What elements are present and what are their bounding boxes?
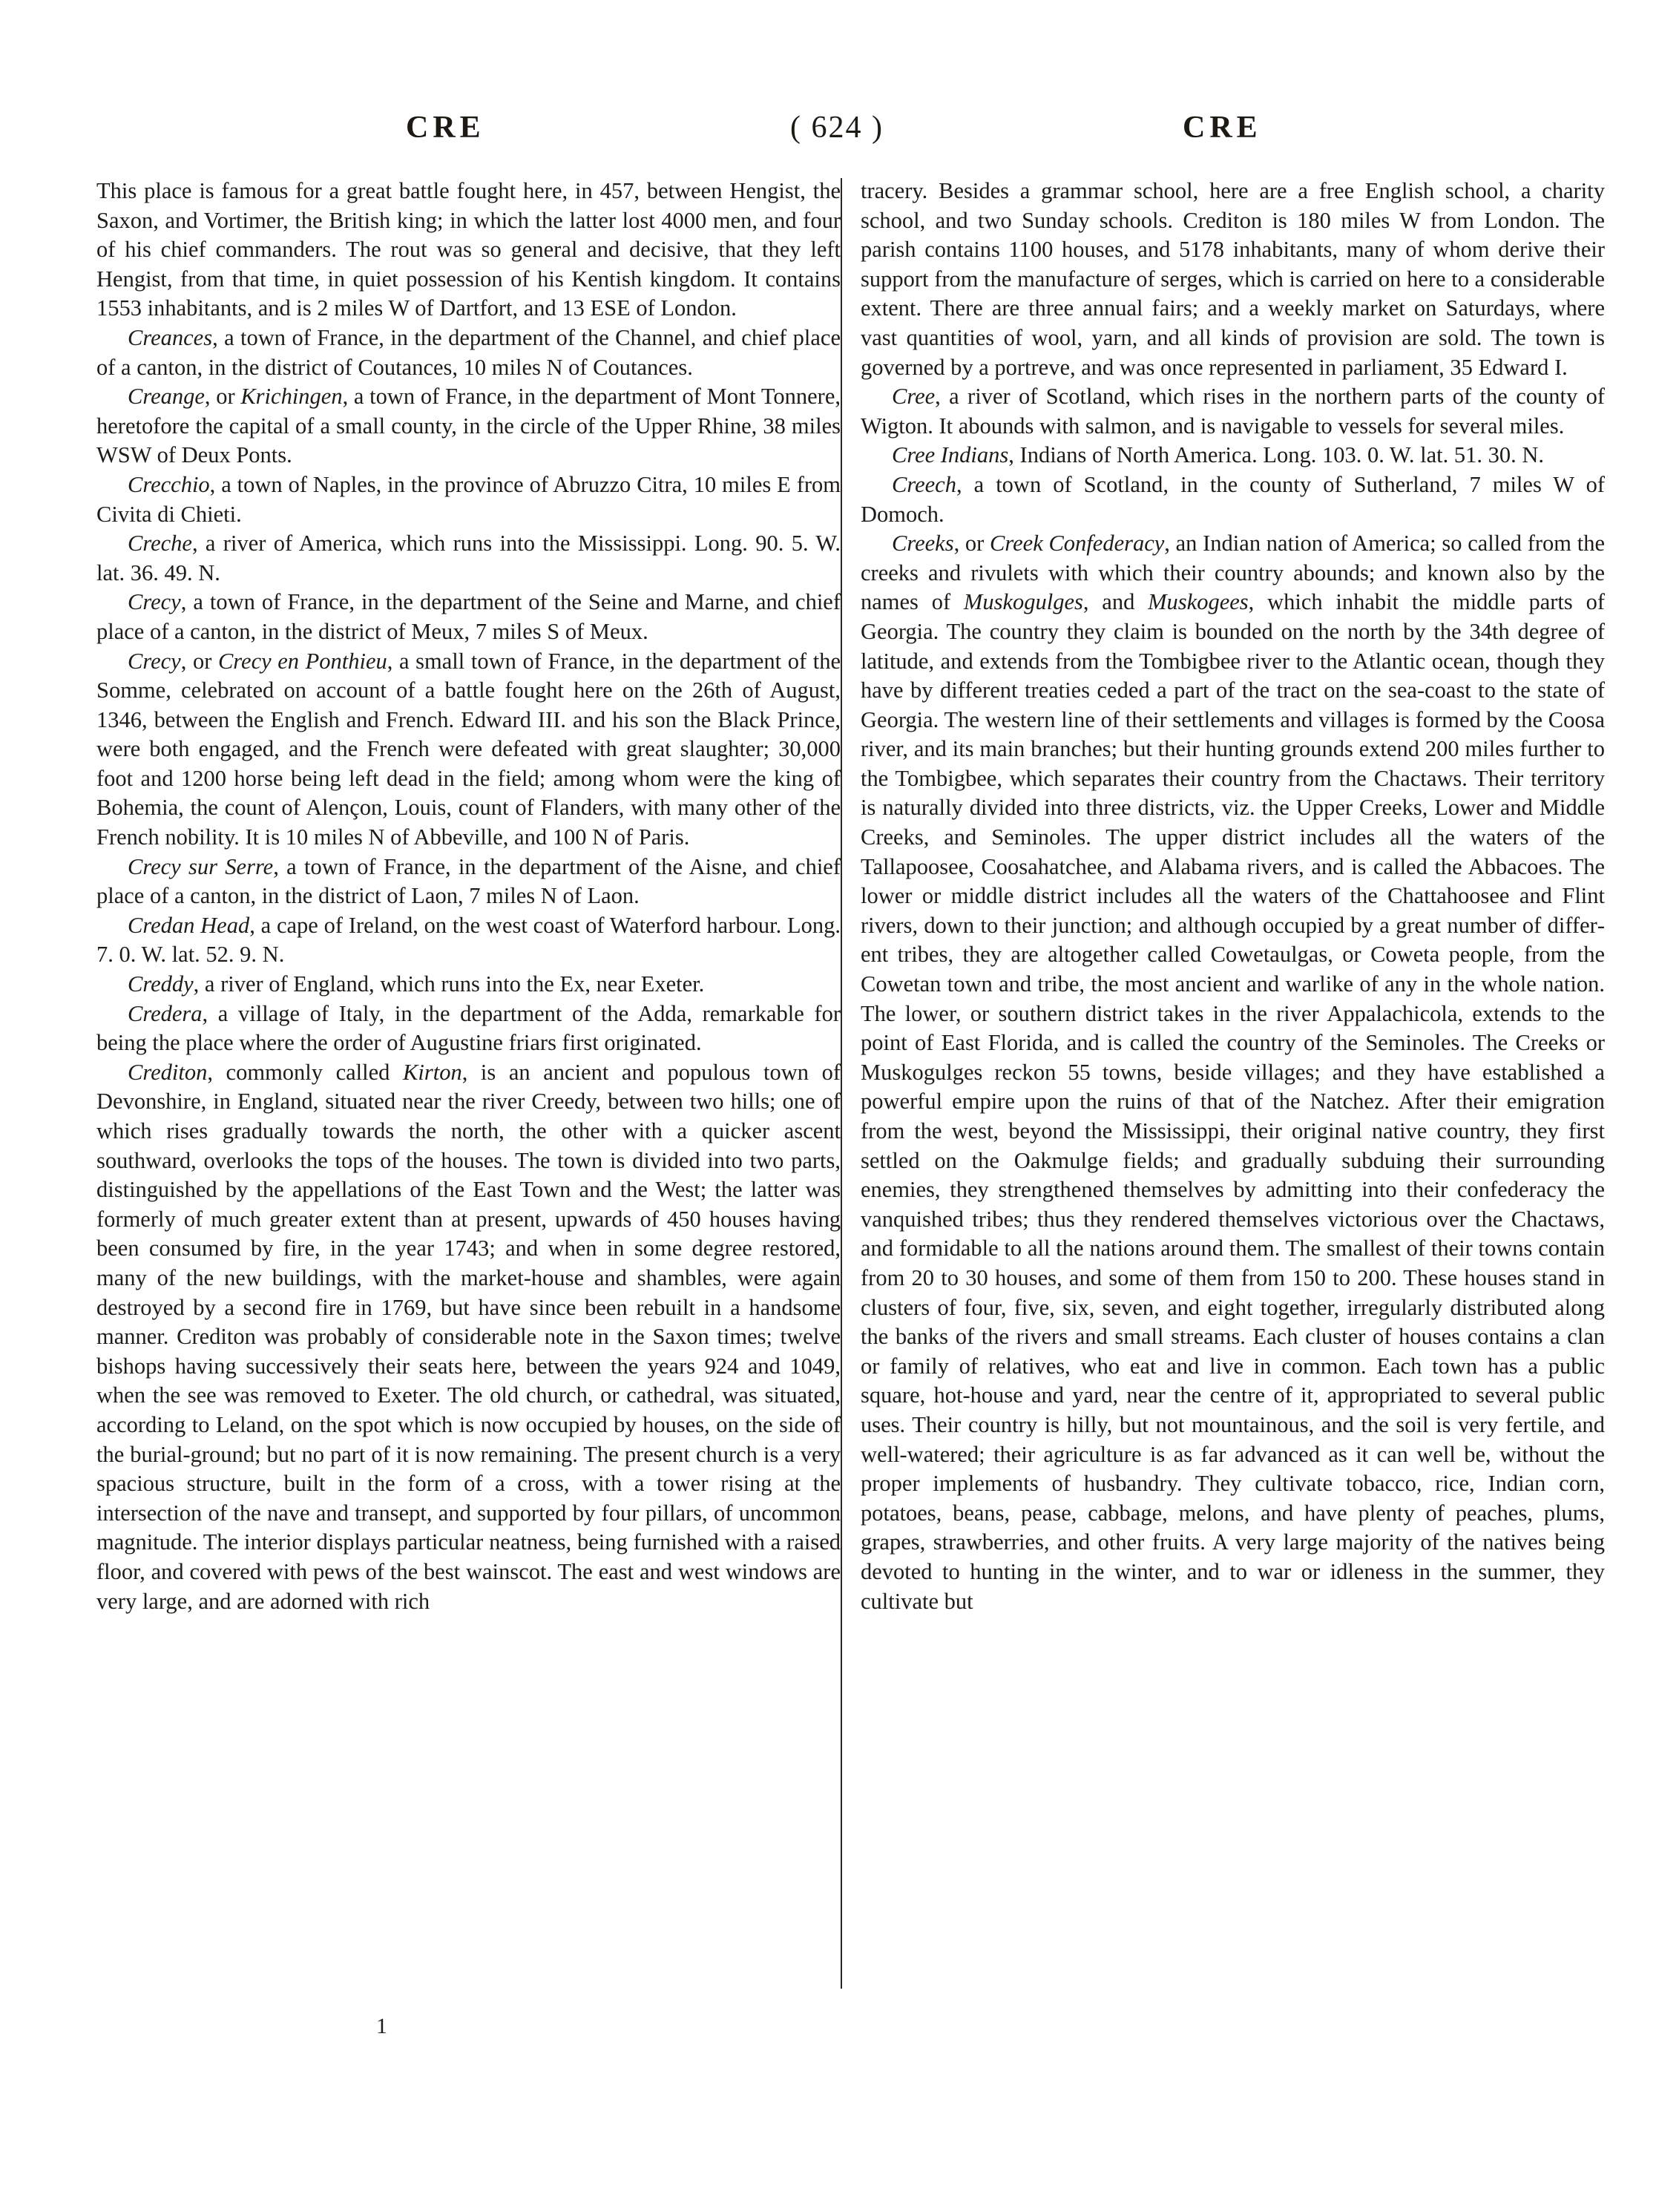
running-header (0, 110, 1679, 154)
entry-headword: Credan Head (128, 912, 250, 938)
entry-headword: Crediton (128, 1059, 208, 1085)
gazetteer-entry (96, 382, 841, 470)
entry-text: This place is famous for a great battle fought here, in 457, between Hengist, the Saxon, and Vortimer, the British king; in which the latter lost 4000 men, and four of his chief commanders. The rout was so general and decisive, that they left Hengist, from that time, in quiet possession of his Kentish kingdom. It contains 1553 inhabitants, and is 2 miles W of Dartfort, and 13 ESE of London. (96, 178, 841, 321)
entry-text: , or (180, 648, 218, 674)
entry-text: , Indians of North America. Long. 103. 0. W. lat. 51. 30. N. (1008, 442, 1545, 468)
gazetteer-entry (96, 970, 841, 1000)
page-number: ( 624 ) (790, 111, 884, 145)
entry-text: , a town of Naples, in the province of Abruzzo Citra, 10 miles E from Civita di Chieti. (96, 471, 841, 527)
entry-text: , is an ancient and populous town of Devonshire, in England, situated near the river Creedy, between two hills; one of which rises gradually towards the north, the other with a quicker ascent southward, overlooks the tops of the houses. The town is divided into two parts, distinguished by the appellations of the East Town and the West; the latter was formerly of much greater extent than at present, upwards of 450 houses having been consumed by fire, in the year 1743; and when in some degree restored, many of the new buildings, with the market-house and shambles, were again destroyed by a second fire in 1769, but have since been rebuilt in a handsome manner. Crediton was probably of considerable note in the Saxon times; twelve bishops having successively their seats here, between the years 924 and 1049, when the see was removed to Exeter. The old church, or cathedral, was situated, according to Leland, on the spot which is now occupied by houses, on the side of the burial-ground; but no part of it is now remaining. The present church is a very spacious structure, built in the form of a cross, with a tower rising at the intersection of the nave and transept, and supported by four pillars, of uncommon magnitude. The interior displays particular neatness, being furnished with a raised floor, and covered with pews of the best wainscot. The east and west windows are very large, and are adorned with rich (96, 1059, 841, 1614)
entry-headword: Crecy (128, 589, 181, 615)
entry-text: , a small town of France, in the department of the Somme, celebrated on account of a battle fought here on the 26th of August, 1346, between the English and French. Edward III. and his son the Black Prince, were both engaged, and the French were defeated with great slaughter; 30,000 foot and 1200 horse being left dead in the field; among whom were the king of Bohemia, the count of Alençon, Louis, count of Flanders, with many other of the French nobility. It is 10 miles N of Abbeville, and 100 N of Paris. (96, 648, 841, 850)
entry-text: , a river of England, which runs into the Ex, near Exeter. (193, 971, 705, 997)
entry-text: , a river of Scotland, which rises in the northern parts of the county of Wigton. It abounds with salmon, and is navigable to vessels for several miles. (861, 384, 1605, 439)
entry-headword: Creange (128, 384, 205, 410)
entry-headword: Muskogulges (963, 589, 1083, 615)
entry-headword: Creances (128, 324, 213, 350)
right-column (861, 177, 1605, 1616)
gazetteer-entry (96, 853, 841, 911)
entry-headword: Krichingen (240, 384, 343, 410)
entry-text: tracery. Besides a grammar school, here are a free English school, a charity school, and two Sunday schools. Crediton is 180 miles W from London. The parish contains 1100 houses, and 5178 inhabitants, many of whom derive their support from the manufacture of serges, which is carried on here to a considerable extent. There are three annual fairs; and a weekly market on Saturdays, where vast quantities of wool, yarn, and all kinds of provision are sold. The town is governed by a portreve, and was once represented in parliament, 35 Edward I. (861, 178, 1605, 380)
left-column (96, 177, 841, 1616)
gazetteer-entry (96, 324, 841, 382)
gazetteer-entry (96, 647, 841, 853)
gazetteer-entry (96, 529, 841, 588)
entry-headword: Kirton (403, 1059, 462, 1085)
entry-text: , an Indian nation of America; so called from the creeks and rivulets with which their country abounds; and known also by the names of (861, 531, 1605, 615)
gazetteer-entry (96, 588, 841, 646)
entry-headword: Crecy (128, 648, 181, 674)
gazetteer-entry (861, 470, 1605, 529)
entry-text: , and (1082, 589, 1149, 615)
entry-text: , a village of Italy, in the department of the Adda, remarkable for being the place where the order of Augustine friars first originated. (96, 1000, 841, 1056)
entry-headword: Creech (892, 471, 956, 497)
gazetteer-entry (96, 470, 841, 529)
column-divider (841, 178, 842, 1989)
entry-text: , a cape of Ireland, on the west coast of Waterford harbour. Long. 7. 0. W. lat. 52. 9. N. (96, 912, 841, 968)
continued-paragraph (96, 177, 841, 324)
continued-paragraph (861, 177, 1605, 382)
gazetteer-entry (861, 441, 1605, 470)
entry-text: , a town of France, in the department of the Channel, and chief place of a canton, in the district of Coutances, 10 miles N of Coutances. (96, 324, 841, 380)
entry-headword: Credera (128, 1000, 203, 1026)
signature-mark: 1 (376, 2014, 387, 2038)
entry-headword: Crecchio (128, 471, 210, 497)
entry-headword: Crecy en Ponthieu (217, 648, 387, 674)
entry-headword: Creche (128, 531, 192, 557)
entry-text: , a river of America, which runs into the Mississippi. Long. 90. 5. W. lat. 36. 49. N. (96, 531, 841, 585)
gazetteer-entry (861, 529, 1605, 1616)
entry-headword: Creek Confederacy (990, 531, 1165, 557)
gazetteer-entry (861, 382, 1605, 441)
entry-headword: Creddy (128, 971, 194, 997)
entry-text: , a town of France, in the department of the Seine and Marne, and chief place of a canton, in the district of Meux, 7 miles S of Meux. (96, 589, 841, 644)
entry-headword: Crecy sur Serre (128, 853, 274, 879)
gazetteer-entry (96, 1058, 841, 1616)
entry-text: , or (204, 384, 241, 410)
gazetteer-entry (96, 911, 841, 970)
entry-headword: Muskogees (1148, 589, 1249, 615)
entry-text: , a town of France, in the department of Mont Tonnere, heretofore the capital of a small county, in the circle of the Upper Rhine, 38 miles WSW of Deux Ponts. (96, 384, 841, 468)
entry-text: , which inhabit the middle parts of Georgia. The country they claim is bounded on the north by the 34th degree of latitude, and extends from the Tombigbee river to the Atlantic ocean, though they have by different treaties ceded a part of the tract on the sea-coast to the state of Georgia. The western line of their settlements and villages is formed by the Coosa river, and its main branches; but their hunting grounds extend 200 miles further to the Tombigbee, which separates their country from the Chactaws. Their territory is naturally divided into three districts, viz. the Upper Creeks, Lower and Middle Creeks, and Seminoles. The upper district includes all the waters of the Tallapoosee, Coosahatchee, and Alabama rivers, and is called the Abbacoes. The lower or middle district includes all the waters of the Chattahoosee and Flint rivers, down to their junction; and although occupied by a great number of different tribes, they are altogether called Cowetaulgas, or Coweta people, from the Cowetan town and tribe, the most ancient and warlike of any in the whole nation. The lower, or southern district takes in the river Appalachicola, extends to the point of East Florida, and is called the country of the Seminoles. The Creeks or Muskogulges reckon 55 towns, beside villages; and they have established a powerful empire upon the ruins of that of the Natchez. After their emigration from the west, beyond the Mississippi, their original native country, they first settled on the Oakmulge fields; and gradually subduing their surrounding enemies, they strengthened themselves by admitting into their confederacy the vanquished tribes; thus they rendered themselves victorious over the Chactaws, and formidable to all the nations around them. The smallest of their towns contain from 20 to 30 houses, and some of them from 150 to 200. These houses stand in clusters of four, five, six, seven, and eight together, irregularly distributed along the banks of the rivers and small streams. Each cluster of houses contains a clan or family of relatives, who eat and live in common. Each town has a public square, hot-house and yard, near the centre of it, appropriated to several public uses. Their country is hilly, but not mountainous, and the soil is very fertile, and well-watered; their agriculture is as far advanced as it can well be, without the proper implements of husbandry. They cultivate tobacco, rice, Indian corn, potatoes, beans, pease, cabbage, melons, and have plenty of peaches, plums, grapes, strawberries, and other fruits. A very large majority of the natives being devoted to hunting in the winter, and to war or idleness in the summer, they cultivate but (861, 589, 1605, 1614)
header-right-guide-word: CRE (1183, 111, 1262, 145)
entry-headword: Cree Indians (892, 442, 1009, 468)
entry-text: , a town of Scotland, in the county of Sutherland, 7 miles W of Domoch. (861, 471, 1605, 527)
entry-headword: Cree (892, 384, 936, 410)
header-left-guide-word: CRE (406, 111, 485, 145)
entry-text: , or (953, 531, 990, 557)
entry-headword: Creeks (892, 531, 954, 557)
entry-text: , a town of France, in the department of the Aisne, and chief place of a canton, in the district of Laon, 7 miles N of Laon. (96, 853, 841, 909)
gazetteer-entry (96, 1000, 841, 1058)
entry-text: , commonly called (207, 1059, 404, 1085)
